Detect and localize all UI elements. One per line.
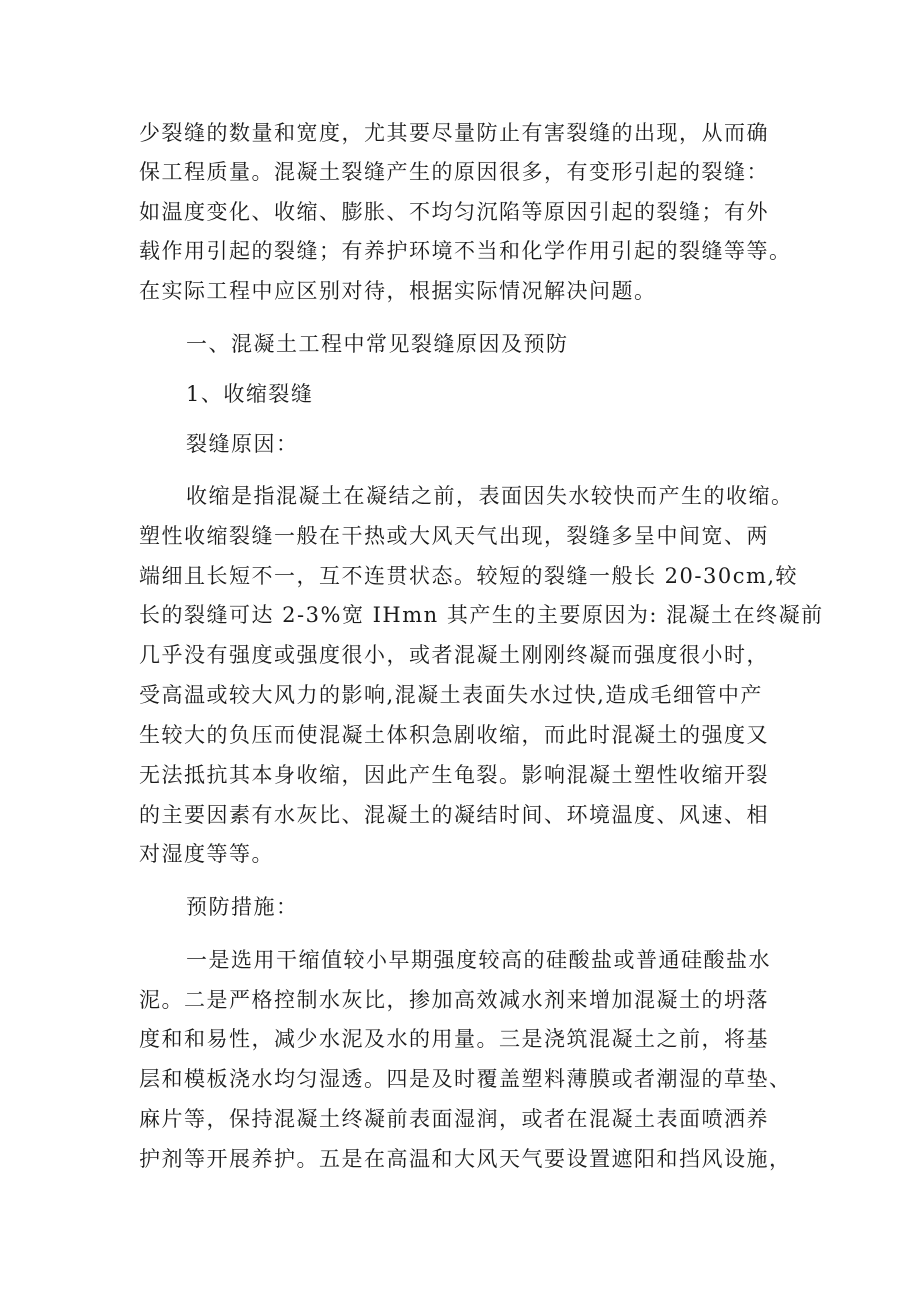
text-line: 如温度变化、收缩、膨胀、不均匀沉陷等原因引起的裂缝；有外 bbox=[139, 200, 769, 224]
text-line: 载作用引起的裂缝；有养护环境不当和化学作用引起的裂缝等等。 bbox=[139, 239, 792, 263]
text-line: 在实际工程中应区别对待，根据实际情况解决问题。 bbox=[139, 279, 657, 303]
text-line: 收缩是指混凝土在凝结之前，表面因失水较快而产生的收缩。 bbox=[186, 484, 794, 508]
text-line: 对湿度等等。 bbox=[139, 842, 274, 866]
paragraph-label: 预防措施： bbox=[186, 895, 299, 919]
text-line: 度和和易性，减少水泥及水的用量。三是浇筑混凝土之前，将基 bbox=[139, 1027, 769, 1051]
text-line: 保工程质量。混凝土裂缝产生的原因很多，有变形引起的裂缝： bbox=[139, 160, 769, 184]
text-line: 几乎没有强度或强度很小，或者混凝土刚刚终凝而强度很小时， bbox=[139, 643, 769, 667]
section-heading: 一、混凝土工程中常见裂缝原因及预防 bbox=[186, 332, 569, 356]
paragraph-label: 裂缝原因： bbox=[186, 432, 299, 456]
text-line: 塑性收缩裂缝一般在干热或大风天气出现，裂缝多呈中间宽、两 bbox=[139, 524, 769, 548]
text-line: 端细且长短不一，互不连贯状态。较短的裂缝一般长 20-30cm,较 bbox=[139, 564, 799, 588]
text-line: 泥。二是严格控制水灰比，掺加高效减水剂来增加混凝土的坍落 bbox=[139, 988, 769, 1012]
text-line: 长的裂缝可达 2-3%宽 IHmn 其产生的主要原因为: 混凝土在终凝前 bbox=[139, 603, 824, 627]
text-line: 护剂等开展养护。五是在高温和大风天气要设置遮阳和挡风设施， bbox=[139, 1147, 792, 1171]
subsection-heading: 1、收缩裂缝 bbox=[186, 382, 314, 406]
text-line: 受高温或较大风力的影响,混凝土表面失水过快,造成毛细管中产 bbox=[139, 683, 763, 707]
text-line: 无法抵抗其本身收缩，因此产生龟裂。影响混凝土塑性收缩开裂 bbox=[139, 763, 769, 787]
text-line: 少裂缝的数量和宽度，尤其要尽量防止有害裂缝的出现，从而确 bbox=[139, 121, 769, 145]
text-line: 麻片等，保持混凝土终凝前表面湿润，或者在混凝土表面喷洒养 bbox=[139, 1107, 769, 1131]
text-line: 层和模板浇水均匀湿透。四是及时覆盖塑料薄膜或者潮湿的草垫、 bbox=[139, 1067, 792, 1091]
text-line: 一是选用干缩值较小早期强度较高的硅酸盐或普通硅酸盐水 bbox=[186, 948, 771, 972]
text-line: 生较大的负压而使混凝土体积急剧收缩，而此时混凝土的强度又 bbox=[139, 723, 769, 747]
text-line: 的主要因素有水灰比、混凝土的凝结时间、环境温度、风速、相 bbox=[139, 803, 769, 827]
